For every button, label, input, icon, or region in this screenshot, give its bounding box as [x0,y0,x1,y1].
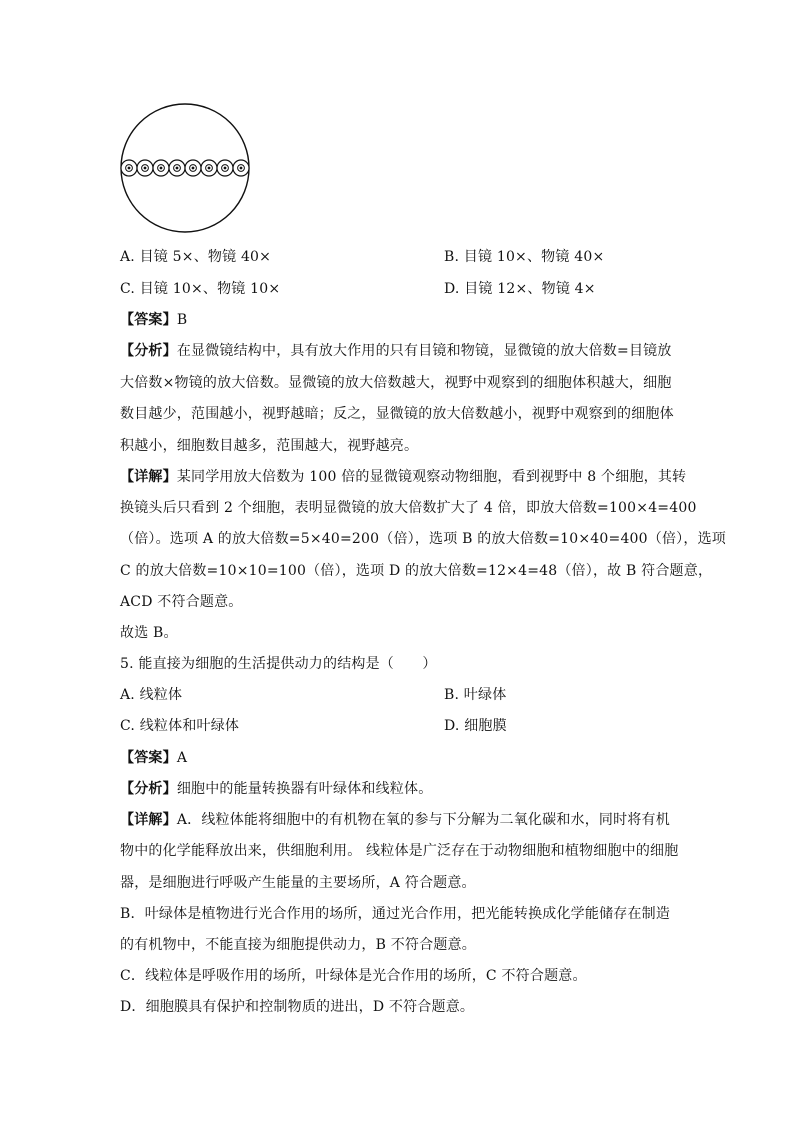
cell [233,160,249,176]
q5-option-d: D. 细胞膜 [444,718,507,734]
cell [217,160,233,176]
analysis-tag: 【分析】 [120,343,177,359]
q4-option-d: D. 目镜 12×、物镜 4× [444,281,596,297]
microscope-field-figure [119,102,251,234]
cell [121,160,137,176]
q4-detail-line-2: 换镜头后只看到 2 个细胞，表明显微镜的放大倍数扩大了 4 倍，即放大倍数=100×4=400 [120,500,697,516]
answer-value: A [176,750,188,766]
detail-tag: 【详解】 [120,469,177,485]
q5-option-c: C. 线粒体和叶绿体 [120,718,240,734]
answer-value: B [176,312,188,328]
cell-nucleus [240,167,243,170]
analysis-text: 细胞中的能量转换器有叶绿体和线粒体。 [176,781,433,797]
cell-nucleus [144,167,147,170]
q5-option-a: A. 线粒体 [120,687,183,703]
q5-detail-line-1 [120,811,670,829]
q4-analysis-line-1 [120,342,672,360]
cell-nucleus [192,167,195,170]
q5-detail-line-3: 器，是细胞进行呼吸产生能量的主要场所，A 符合题意。 [120,875,476,891]
q5-detail-line-6: C．线粒体是呼吸作用的场所，叶绿体是光合作用的场所，C 不符合题意。 [120,968,587,984]
cell [185,160,201,176]
q5-analysis [120,780,432,798]
q4-detail-line-4: C 的放大倍数=10×10=100（倍），选项 D 的放大倍数=12×4=48（倍），故 B 符合题意， [120,563,713,579]
detail-tag: 【详解】 [120,812,177,828]
q5-detail-line-2: 物中的化学能释放出来，供细胞利用。 线粒体是广泛存在于动物细胞和植物细胞中的细胞 [120,843,679,859]
analysis-tag: 【分析】 [120,781,177,797]
q4-option-a: A. 目镜 5×、物镜 40× [120,249,272,265]
q4-answer [120,311,187,329]
cell-nucleus [176,167,179,170]
cell-row [121,160,249,176]
detail-text: A．线粒体能将细胞中的有机物在氧的参与下分解为二氧化碳和水，同时将有机 [176,812,670,828]
q5-detail-line-7: D．细胞膜具有保护和控制物质的进出，D 不符合题意。 [120,999,475,1015]
q4-detail-line-3: （倍）。选项 A 的放大倍数=5×40=200（倍），选项 B 的放大倍数=10×40=400（倍），选项 [120,531,726,547]
q4-option-c: C. 目镜 10×、物镜 10× [120,281,281,297]
q5-option-b: B. 叶绿体 [444,687,507,703]
cell-nucleus [160,167,163,170]
q4-analysis-line-4: 积越小，细胞数目越多，范围越大，视野越亮。 [120,438,419,454]
q4-option-b: B. 目镜 10×、物镜 40× [444,249,605,265]
cell-nucleus [128,167,131,170]
q4-detail-line-1 [120,468,686,486]
detail-text: 某同学用放大倍数为 100 倍的显微镜观察动物细胞，看到视野中 8 个细胞，其转 [176,469,687,485]
q4-detail-line-5: ACD 不符合题意。 [120,594,243,610]
q5-answer [120,749,187,767]
cell [153,160,169,176]
cell [137,160,153,176]
cell [169,160,185,176]
q5-detail-line-5: 的有机物中，不能直接为细胞提供动力，B 不符合题意。 [120,937,476,953]
q4-analysis-line-2: 大倍数×物镜的放大倍数。显微镜的放大倍数越大，视野中观察到的细胞体积越大，细胞 [120,375,672,391]
q4-analysis-line-3: 数目越少，范围越小，视野越暗；反之，显微镜的放大倍数越小，视野中观察到的细胞体 [120,406,674,422]
analysis-text: 在显微镜结构中，具有放大作用的只有目镜和物镜，显微镜的放大倍数=目镜放 [176,343,672,359]
cell-nucleus [208,167,211,170]
cell-nucleus [224,167,227,170]
answer-tag: 【答案】 [120,312,177,328]
answer-tag: 【答案】 [120,750,177,766]
q5-detail-line-4: B．叶绿体是植物进行光合作用的场所，通过光合作用，把光能转换成化学能储存在制造 [120,906,671,922]
cell [201,160,217,176]
q4-conclusion: 故选 B。 [120,625,178,641]
q5-stem: 5. 能直接为细胞的生活提供动力的结构是（ ） [120,656,437,672]
